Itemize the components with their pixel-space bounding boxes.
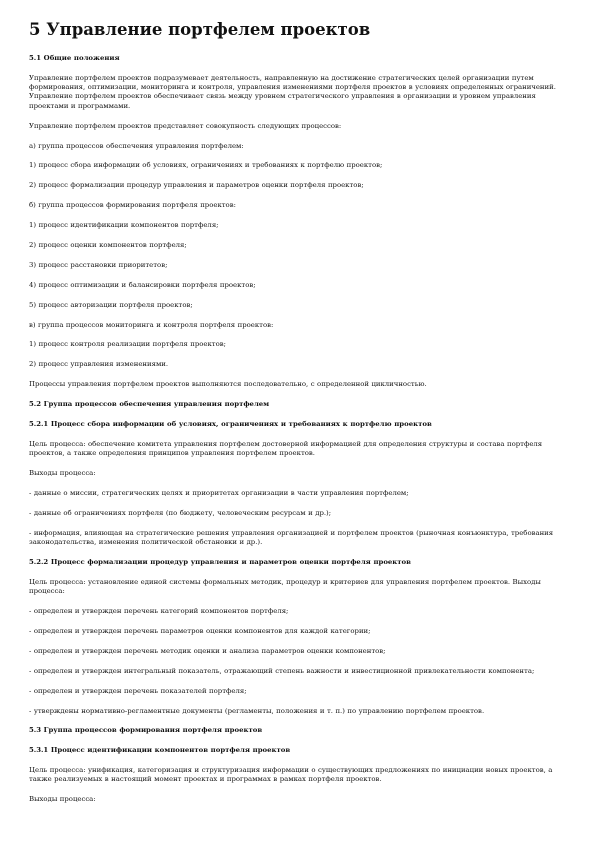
paragraph: б) группа процессов формирования портфеля проектов:	[29, 201, 236, 210]
section-heading: 5.1 Общие положения	[29, 54, 120, 62]
paragraph: Выходы процесса:	[29, 795, 96, 804]
document-title: 5 Управление портфелем проектов	[29, 20, 371, 39]
section-heading: 5.2 Группа процессов обеспечения управления портфелем	[29, 400, 270, 409]
paragraph: 2) процесс оценки компонентов портфеля;	[29, 241, 187, 250]
paragraph: - данные о миссии, стратегических целях и приоритетах организации в части управления портфелем;	[29, 489, 409, 497]
paragraph: 2) процесс формализации процедур управления и параметров оценки портфеля проектов;	[29, 181, 364, 190]
section-heading: 5.3.1 Процесс идентификации компонентов портфеля проектов	[29, 746, 291, 755]
paragraph: - утверждены нормативно-регламентные документы (регламенты, положения и т. п.) по управлению портфелем проектов.	[29, 706, 485, 715]
paragraph: 4) процесс оптимизации и балансировки портфеля проектов;	[29, 280, 256, 289]
paragraph: 2) процесс управления изменениями.	[29, 360, 169, 369]
paragraph: 1) процесс контроля реализации портфеля проектов;	[29, 340, 226, 349]
paragraph: Цель процесса: унификация, категоризация и структуризация информации о существующих предложениях по инициации новых проектов, а также реализуемых в настоящий момент проектах и программах в рамках портфеля проектов.	[29, 766, 553, 784]
paragraph: Управление портфелем проектов подразумевает деятельность, направленную на достижение стратегических целей организации путем формирования, оптимизации, мониторинга и контроля, управления изменениями портфеля проектов в условиях определенных ограничений. Управление портфелем проектов обеспечивает связь между уровнем стратегического управления в организации и уровнем управления проектами и программами.	[29, 73, 556, 110]
paragraph: Выходы процесса:	[29, 469, 96, 478]
document-body	[29, 19, 569, 815]
paragraph: - данные об ограничениях портфеля (по бюджету, человеческим ресурсам и др.);	[29, 508, 332, 517]
paragraph: Цель процесса: обеспечение комитета управления портфелем достоверной информацией для определения структуры и состава портфеля проектов, а также определения принципов управления портфелем проектов.	[29, 439, 543, 458]
section-heading: 5.2.1 Процесс сбора информации об условиях, ограничениях и требованиях к портфелю проектов	[29, 420, 432, 429]
paragraph: - определен и утвержден интегральный показатель, отражающий степень важности и инвестиционной привлекательности компонента;	[29, 666, 535, 675]
paragraph: - определен и утвержден перечень категорий компонентов портфеля;	[29, 607, 289, 616]
paragraph: 5) процесс авторизации портфеля проектов;	[29, 300, 193, 309]
paragraph: а) группа процессов обеспечения управления портфелем:	[29, 141, 244, 150]
paragraph: 1) процесс сбора информации об условиях, ограничениях и требованиях к портфелю проектов;	[29, 161, 383, 170]
paragraph: Цель процесса: установление единой системы формальных методик, процедур и критериев для управления портфелем проектов. Выходы процесса:	[29, 577, 541, 596]
paragraph: - информация, влияющая на стратегические решения управления организацией и портфелем проектов (рыночная конъюнктура, требования законодательства, изменения политической обстановки и др.).	[29, 528, 554, 547]
paragraph: 1) процесс идентификации компонентов портфеля;	[29, 221, 219, 230]
paragraph: Управление портфелем проектов представляет совокупность следующих процессов:	[29, 121, 342, 130]
section-heading: 5.2.2 Процесс формализации процедур управления и параметров оценки портфеля проектов	[29, 557, 411, 566]
paragraph: 3) процесс расстановки приоритетов;	[29, 260, 168, 269]
paragraph: в) группа процессов мониторинга и контроля портфеля проектов:	[29, 320, 274, 329]
section-heading: 5.3 Группа процессов формирования портфеля проектов	[29, 726, 263, 735]
paragraph: - определен и утвержден перечень методик оценки и анализа параметров оценки компонентов;	[29, 646, 386, 655]
paragraph-list	[29, 54, 569, 805]
paragraph: Процессы управления портфелем проектов выполняются последовательно, с определенной цикличностью.	[29, 380, 427, 389]
paragraph: - определен и утвержден перечень параметров оценки компонентов для каждой категории;	[29, 626, 371, 635]
paragraph: - определен и утвержден перечень показателей портфеля;	[29, 686, 247, 695]
